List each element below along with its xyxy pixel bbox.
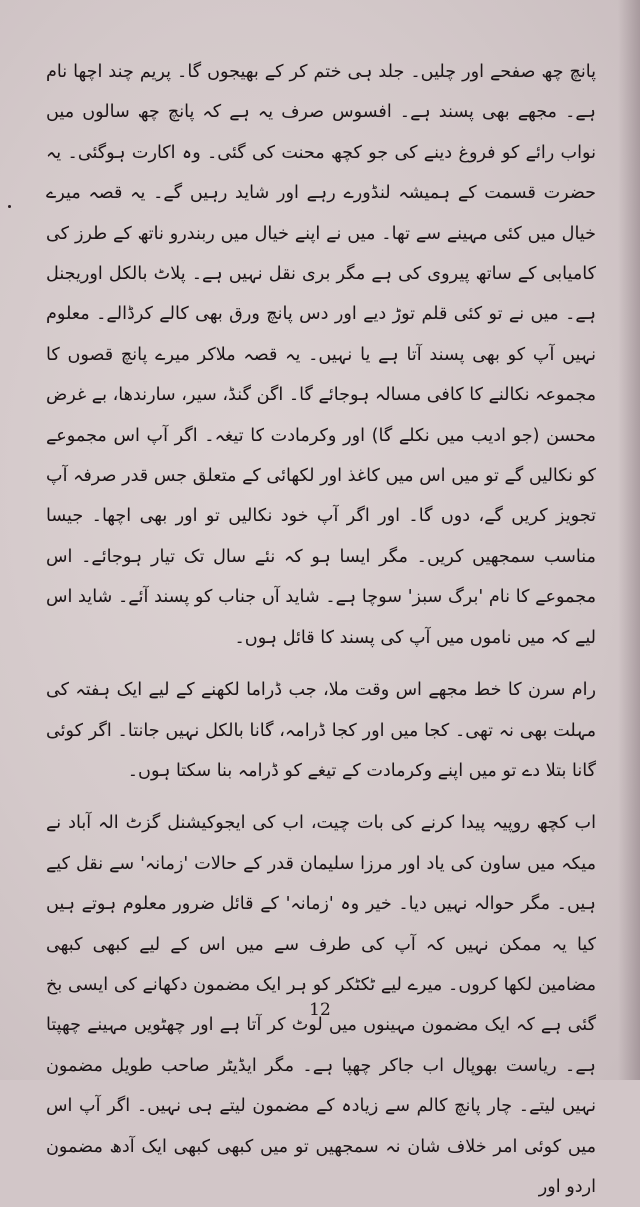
paragraph: رام سرن کا خط مجھے اس وقت ملا، جب ڈراما لکھنے کے لیے ایک ہفتہ کی مہلت بھی نہ تھی۔ کجا میں اور کجا ڈرامہ، گانا بالکل نہیں جانتا۔ اگر کوئی گانا بتلا دے تو میں اپنے وکرمادت کے تیغے کو ڈرامہ بنا سکتا ہوں۔ bbox=[46, 680, 596, 781]
paragraph: اب کچھ روپیہ پیدا کرنے کی بات چیت، اب کی ایجوکیشنل گزٹ الہ آباد نے میکہ میں ساون کی یاد اور مرزا سلیمان قدر کے حالات 'زمانہ' سے نقل کیے ہیں۔ مگر حوالہ نہیں دیا۔ خیر وہ 'زمانہ' کے قائل ضرور معلوم ہوتے ہیں کیا یہ ممکن نہیں کہ آپ کی طرف سے میں اس کے لیے کبھی کبھی مضامین لکھا کروں۔ میرے لیے ٹکٹکر کو ہر ایک مضمون دکھانے کی ایسی بخ گئی ہے کہ ایک مضمون مہینوں میں لوٹ کر آتا ہے اور چھٹویں مہینے چھپتا ہے۔ ریاست بھوپال اب جاکر چھپا ہے۔ مگر ایڈیٹر صاحب طویل مضمون نہیں لیتے۔ چار پانچ کالم سے زیادہ کے مضمون لیتے ہی نہیں۔ اگر آپ اس میں کوئی امر خلاف شان نہ سمجھیں تو میں کبھی کبھی ایک آدھ مضمون اردو اور bbox=[46, 813, 596, 1197]
ink-speck bbox=[8, 205, 11, 208]
body-text bbox=[46, 52, 596, 1207]
page-number: 12 bbox=[309, 1000, 331, 1020]
paragraph: پانچ چھ صفحے اور چلیں۔ جلد ہی ختم کر کے بھیجوں گا۔ پریم چند اچھا نام ہے۔ مجھے بھی پسند ہے۔ افسوس صرف یہ ہے کہ پانچ چھ سالوں میں نواب رائے کو فروغ دینے کی جو کچھ محنت کی گئی۔ وہ اکارت ہوگئی۔ یہ حضرت قسمت کے ہمیشہ لنڈورے رہے اور شاید رہیں گے۔ یہ قصہ میرے خیال میں کئی مہینے سے تھا۔ میں نے اپنے خیال میں ربندرو ناتھ کے طرز کی کامیابی کے ساتھ پیروی کی ہے مگر بری نقل نہیں ہے۔ پلاٹ بالکل اوریجنل ہے۔ میں نے تو کئی قلم توڑ دیے اور دس پانچ ورق بھی کالے کرڈالے۔ معلوم نہیں آپ کو بھی پسند آتا ہے یا نہیں۔ یہ قصہ ملاکر میرے پانچ قصوں کا مجموعہ نکالنے کا کافی مسالہ ہوجائے گا۔ اگن گنڈ، سیر، سارندھا، بے غرض محسن (جو ادیب میں نکلے گا) اور وکرمادت کا تیغہ۔ اگر آپ اس مجموعے کو نکالیں گے تو میں اس میں کاغذ اور لکھائی کے متعلق جس قدر صرفہ آپ تجویز کریں گے، دوں گا۔ اور اگر آپ خود نکالیں تو اور بھی اچھا۔ جیسا مناسب سمجھیں کریں۔ مگر ایسا ہو کہ نئے سال تک تیار ہوجائے۔ اس مجموعے کا نام 'برگ سبز' سوچا ہے۔ شاید آں جناب کو پسند آئے۔ شاید اس لیے کہ میں ناموں میں آپ کی پسند کا قائل ہوں۔ bbox=[46, 62, 596, 648]
